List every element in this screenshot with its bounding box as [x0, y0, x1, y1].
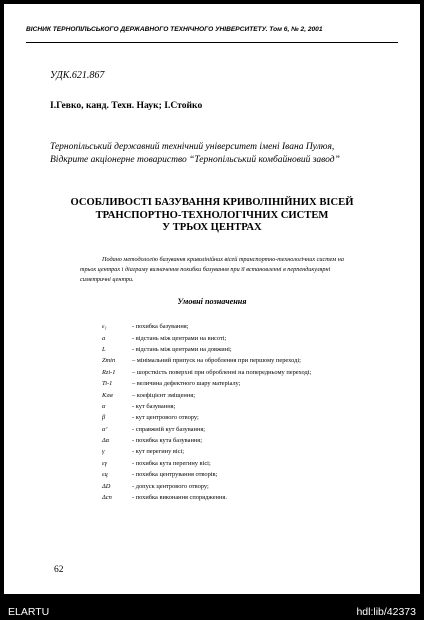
handle-identifier: hdl:lib/42373 [356, 606, 416, 618]
notation-item [102, 344, 402, 355]
notation-symbol: εц [102, 471, 108, 479]
notation-item [102, 332, 402, 343]
section-heading: Умовні позначення [177, 297, 247, 306]
authors-line: І.Гевко, канд. Техн. Наук; І.Стойко [50, 100, 203, 111]
repository-label: ELARTU [8, 606, 50, 618]
notation-symbol: Rzi-1 [102, 368, 116, 376]
notation-list [102, 321, 402, 503]
notation-desc: - відстань між центрами на висоті; [132, 334, 227, 342]
notation-desc: – мінімальний припуск на оброблення при першому переході; [132, 357, 301, 365]
notation-desc: - похибка центрування отворів; [132, 471, 218, 479]
notation-item [102, 389, 402, 400]
title-line: ОСОБЛИВОСТІ БАЗУВАННЯ КРИВОЛІНІЙНИХ ВІСЕЙ [70, 197, 354, 208]
notation-desc: - кут перегину вісі; [132, 448, 185, 456]
notation-desc: - кут базування; [132, 402, 176, 410]
notation-item [102, 435, 402, 446]
notation-item [102, 367, 402, 378]
notation-desc: – величина дефектного шару матеріалу; [132, 380, 241, 388]
header-divider [26, 42, 398, 43]
notation-desc: - відстань між центрами на довжині; [132, 345, 232, 353]
document-page [4, 4, 420, 594]
notation-desc: - похибка виконання спорядження. [132, 494, 227, 502]
title-line: ТРАНСПОРТНО-ТЕХНОЛОГІЧНИХ СИСТЕМ [95, 209, 329, 221]
notation-desc: - похибка кута перегину вісі; [132, 459, 211, 467]
paper-title [44, 197, 380, 235]
notation-symbol: Ti-1 [102, 380, 113, 388]
notation-desc: - похибка базування; [132, 323, 189, 331]
notation-item [102, 378, 402, 389]
journal-header: ВІСНИК ТЕРНОПІЛЬСЬКОГО ДЕРЖАВНОГО ТЕХНІЧНОГО УНІВЕРСИТЕТУ. Том 6, № 2, 2001 [26, 26, 323, 33]
page-number: 62 [54, 565, 64, 575]
notation-item [102, 401, 402, 412]
notation-symbol: β [102, 414, 106, 422]
notation-symbol: ΔD [102, 482, 111, 490]
udc-code: УДК.621.867 [50, 70, 105, 81]
affiliation-line: Відкрите акціонерне товариство “Тернопільський комбайновий завод” [50, 154, 340, 165]
notation-item [102, 412, 402, 423]
notation-symbol: ε₁ [102, 323, 107, 331]
notation-symbol: α [102, 402, 106, 410]
affiliation-line: Тернопільський державний технічний університет імені Івана Пулюя, [50, 142, 335, 152]
notation-item [102, 321, 402, 332]
abstract: Подано методологію базування криволінійних вісей транспортно-технологічних систем на трьох центрах і діаграму визначення похибки базування при її встановленні в перпендикулярні симетричні центри. [80, 256, 344, 283]
notation-item [102, 446, 402, 457]
notation-desc: - справжній кут базування; [132, 425, 206, 433]
notation-desc: - кут центрового отвору; [132, 414, 199, 422]
notation-item [102, 458, 402, 469]
notation-symbol: α’ [102, 425, 108, 433]
notation-symbol: Δα [102, 437, 110, 445]
notation-desc: - похибка кута базування; [132, 437, 203, 445]
notation-symbol: Kзм [102, 391, 113, 399]
notation-symbol: L [102, 345, 106, 353]
affiliations [50, 141, 340, 166]
notation-symbol: Δсп [102, 494, 112, 502]
notation-desc: – коефіцієнт зміщення; [132, 391, 195, 399]
title-line: У ТРЬОХ ЦЕНТРАХ [162, 222, 262, 233]
notation-item [102, 480, 402, 491]
notation-symbol: Zmin [102, 357, 116, 365]
notation-item [102, 355, 402, 366]
notation-symbol: γ [102, 448, 105, 456]
notation-symbol: a [102, 334, 106, 342]
notation-desc: – шорсткість поверхні при обробленні на попередньому переході; [132, 368, 312, 376]
notation-item [102, 424, 402, 435]
notation-item [102, 469, 402, 480]
notation-desc: - допуск центрового отвору; [132, 482, 209, 490]
notation-symbol: εγ [102, 459, 108, 467]
notation-item [102, 492, 402, 503]
